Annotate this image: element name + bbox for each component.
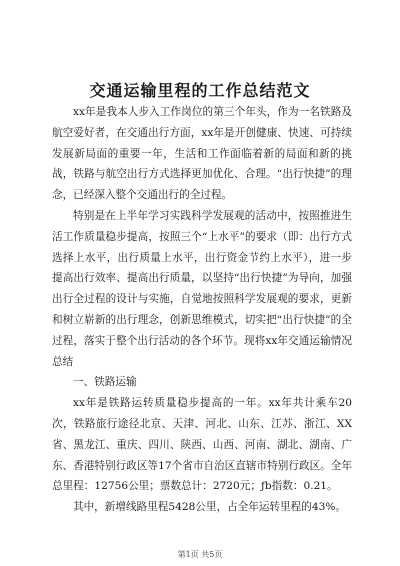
document-body	[52, 102, 352, 518]
paragraph-intro: xx年是我本人步入工作岗位的第三个年头，作为一名铁路及航空爱好者，在交通出行方面，xx年是开创健康、快速、可持续发展新局面的重要一年，生活和工作面临着新的局面和新的挑战，铁路与航空出行方式选择更加优化、合理。“出行快捷”的理念，已经深入整个交通出行的全过程。	[52, 106, 352, 202]
document-title: 交通运输里程的工作总结范文	[89, 81, 311, 100]
paragraph-summary: 特别是在上半年学习实践科学发展观的活动中，按照推进生活工作质量稳步提高，按照三个“上水平”的要求（即：出行方式选择上水平，出行质量上水平，出行资金节约上水平），进一步提高出行效率、提高出行质量，以坚持“出行快捷”为导向，加强出行全过程的设计与实施，自觉地按照科学发展观的要求，更新和树立崭新的出行理念，创新思维模式，切实把“出行快捷”的全过程，落实于整个出行活动的各个环节。现将xx年交通运输情况总结	[52, 209, 352, 368]
paragraph-new-lines: 其中，新增线路里程5428公里，占全年运转里程的43%。	[73, 501, 346, 514]
page-footer: 第1页 共5页	[177, 550, 223, 559]
section-heading: 一、铁路运输	[73, 376, 137, 389]
paragraph-railway: xx年是铁路运转质量稳步提高的一年。xx年共计乘车20次，铁路旅行途径北京、天津、河北、山东、江苏、浙江、XX省、黑龙江、重庆、四川、陕西、山西、河南、湖北、湖南、广东、香港特别行政区等17个省市自治区直辖市特别行政区。全年总里程：12756公里；票数总计：2720元；ƒb指数：0.21。	[52, 397, 352, 493]
